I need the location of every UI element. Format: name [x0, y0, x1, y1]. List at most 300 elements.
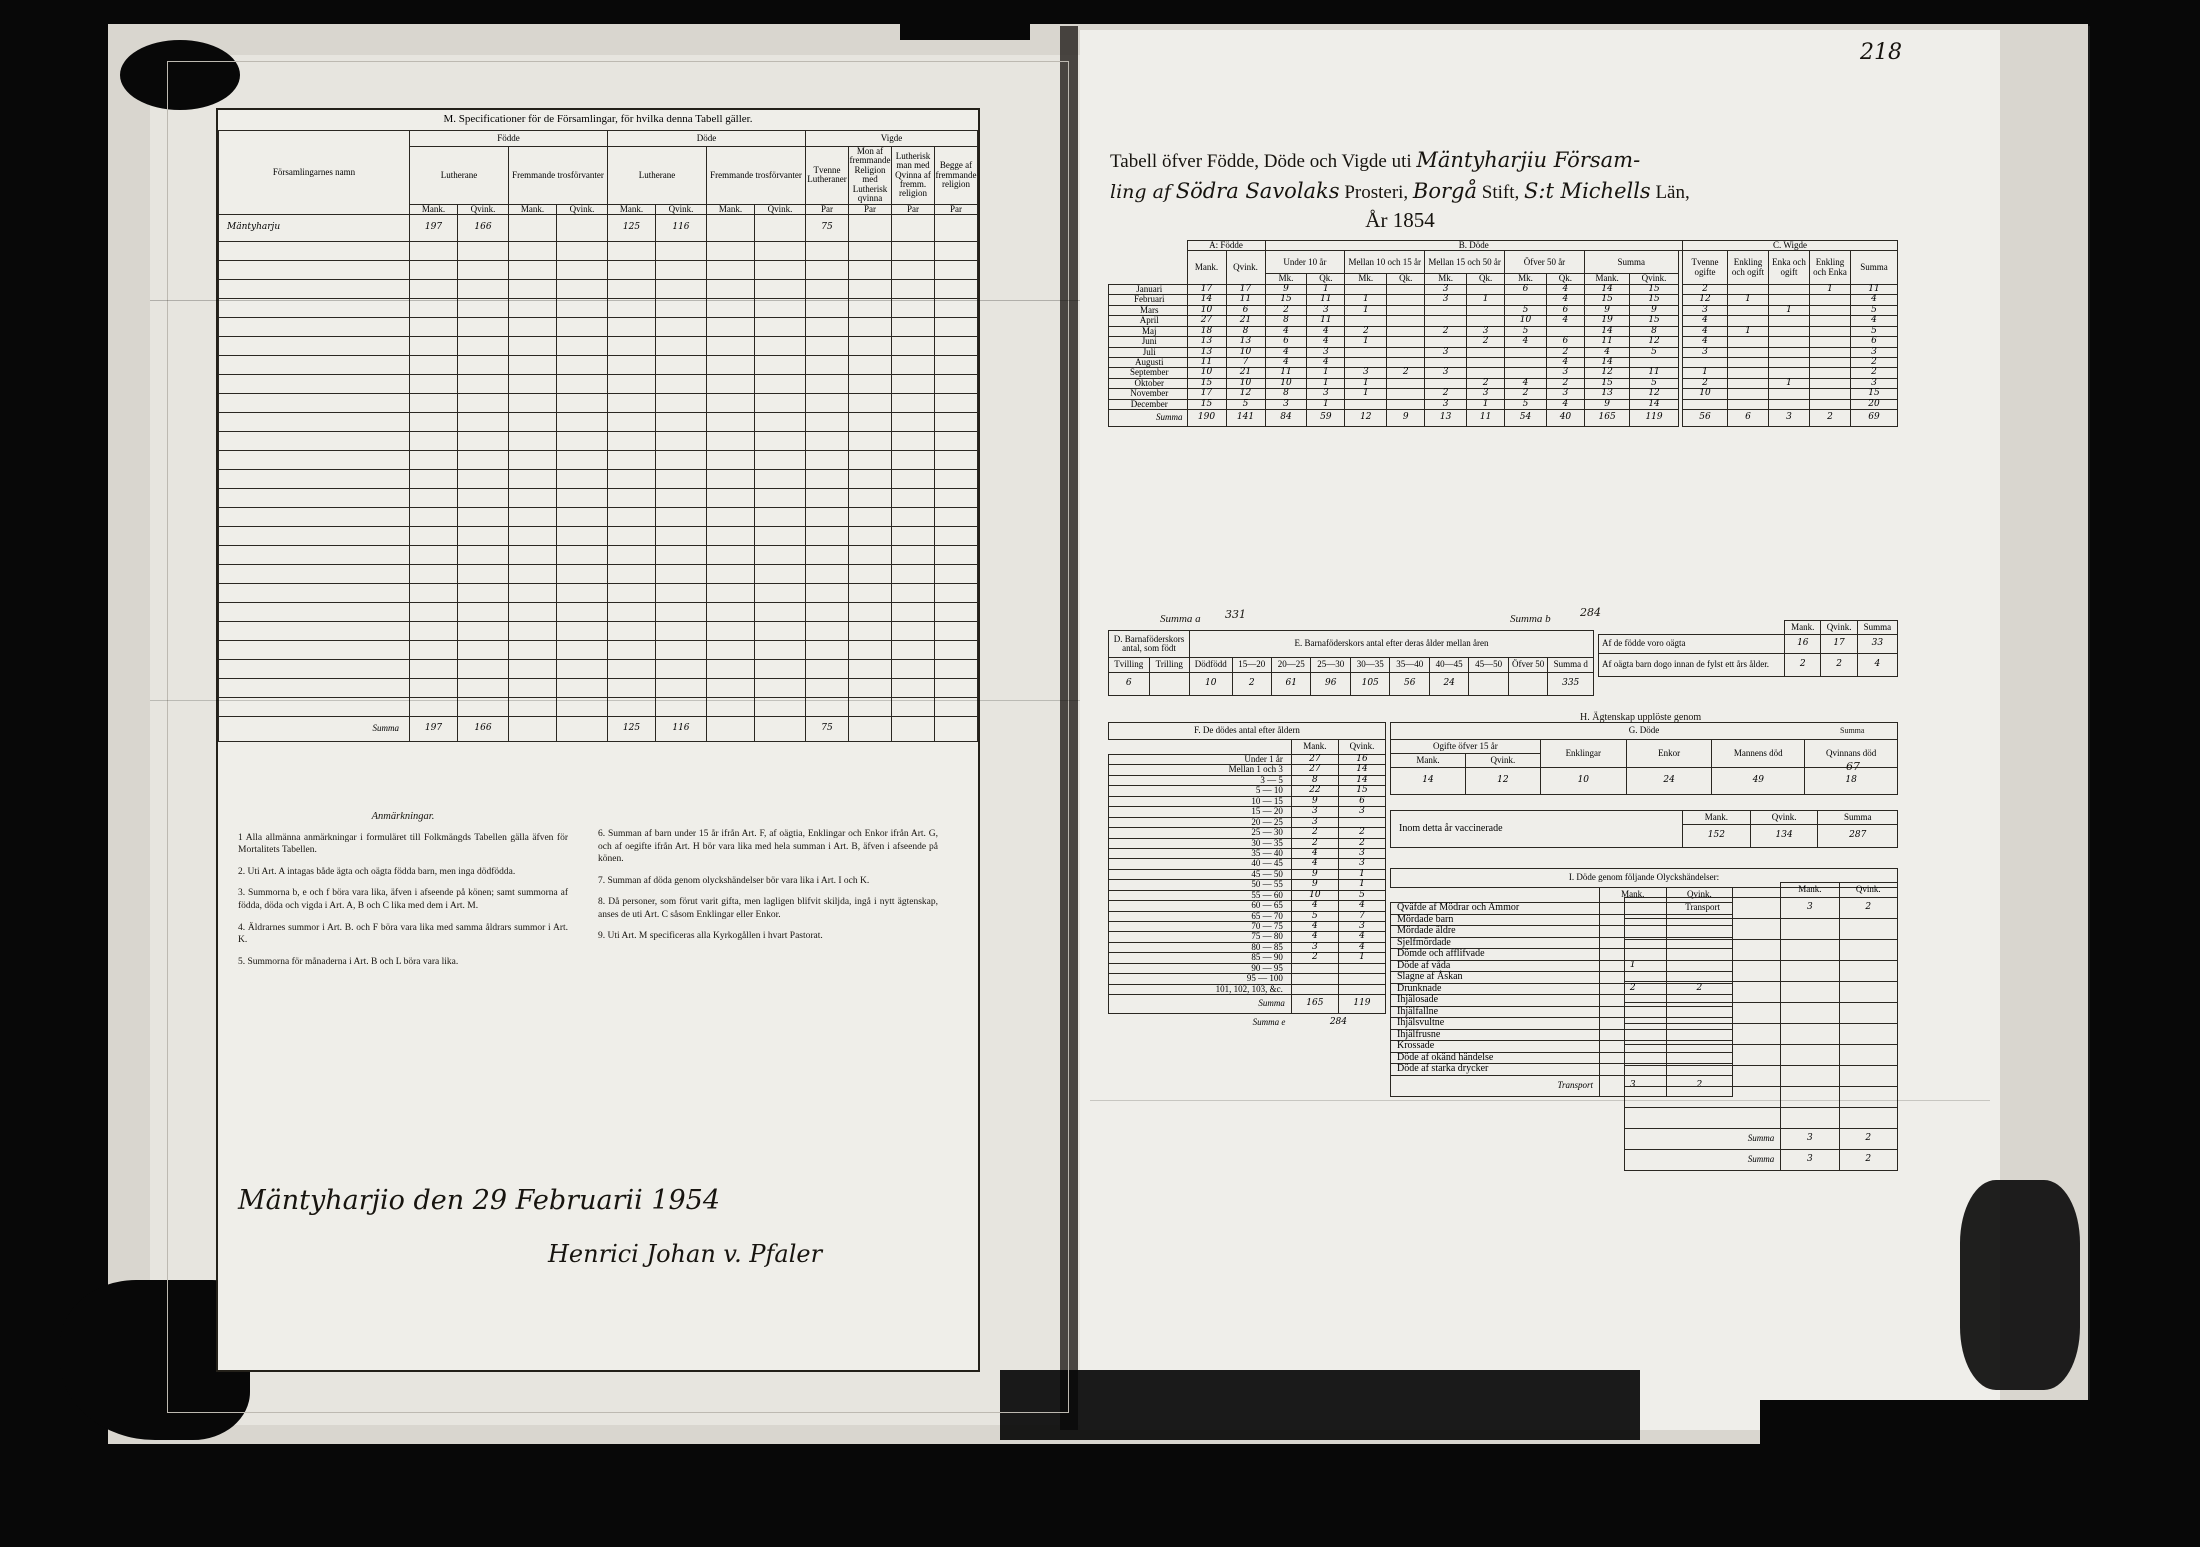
note-7: 7. Summan af döda genom olyckshändelser bör vara lika i Art. I och K. [598, 875, 870, 886]
age-qvink: 1 [1338, 953, 1385, 963]
month-cell [1769, 389, 1810, 399]
month-cell: 4 [1307, 326, 1345, 336]
E-val-7 [1469, 673, 1508, 696]
age-qvink: 6 [1338, 796, 1385, 806]
section-G-header: G. Döde [1391, 723, 1898, 740]
month-cell [1769, 295, 1810, 305]
E-val-2: 61 [1272, 673, 1311, 696]
age-qvink: 4 [1338, 901, 1385, 911]
right-title-year: År 1854 [1365, 208, 1435, 232]
parish-val-6 [706, 215, 754, 242]
month-cell: 17 [1226, 284, 1265, 294]
signature-name: Henrici Johan v. Pfaler [548, 1240, 823, 1268]
B-col-3: Qk. [1387, 274, 1425, 284]
month-cell: 4 [1546, 284, 1584, 294]
accident-label: Ihjälfallne [1391, 1006, 1600, 1018]
month-cell [1467, 347, 1505, 357]
section-F-table [1108, 722, 1386, 1032]
month-cell: 1 [1769, 305, 1810, 315]
summa-cell: 11 [1467, 410, 1505, 427]
month-cell: 14 [1584, 326, 1630, 336]
month-label: Januari [1109, 284, 1188, 294]
section-F-header: F. De dödes antal efter åldern [1109, 723, 1386, 740]
month-cell: 3 [1425, 295, 1467, 305]
notes-right-column [598, 828, 938, 952]
vaccin-val-qvink: 134 [1750, 825, 1818, 848]
month-cell: 15 [1630, 295, 1678, 305]
month-cell [1683, 399, 1728, 409]
month-cell [1387, 347, 1425, 357]
B-col-0: Mk. [1265, 274, 1307, 284]
month-cell [1769, 284, 1810, 294]
month-cell: 6 [1226, 305, 1265, 315]
G-val-1: 12 [1465, 768, 1540, 795]
month-cell [1810, 389, 1851, 399]
E-val-4: 105 [1350, 673, 1389, 696]
month-cell: 2 [1345, 326, 1387, 336]
age-row [1109, 890, 1386, 900]
C-group-enkling-ogift: Enkling och ogift [1728, 251, 1769, 284]
oagta-row2-qvink: 2 [1821, 654, 1857, 677]
month-cell [1387, 284, 1425, 294]
I-right-summa-qvink: 2 [1839, 1128, 1897, 1149]
left-summa-1: 166 [458, 717, 509, 742]
B-col-7: Qk. [1546, 274, 1584, 284]
oagta-row1-summa: 33 [1857, 635, 1897, 654]
left-table-title: M. Specificationer för de Församlingar, för hvilka denna Tabell gäller. [443, 113, 753, 125]
E-val-6: 24 [1429, 673, 1468, 696]
month-label: Juni [1109, 337, 1188, 347]
month-cell: 1 [1345, 295, 1387, 305]
scan-streak-2 [150, 700, 1080, 701]
accident-label: Döde af våda [1391, 960, 1600, 972]
age-mank: 4 [1291, 922, 1338, 932]
age-qvink: 14 [1338, 765, 1385, 775]
B-col-4: Mk. [1425, 274, 1467, 284]
hdr-qvink-1: Qvink. [458, 204, 509, 214]
oagta-row2-mank: 2 [1785, 654, 1821, 677]
month-cell [1810, 305, 1851, 315]
note-6: 6. Summan af barn under 15 år ifrån Art. F, af oägtia, Enklingar och Enkor ifrån Art. G, och af oegifte ifrån Art. H bör vara lika med hela summan i Art. B, äfven i afseende på könen. [598, 829, 938, 865]
B-group-15-50: Mellan 15 och 50 år [1425, 251, 1505, 274]
vaccin-col-mank: Mank. [1683, 811, 1751, 825]
month-cell [1728, 284, 1769, 294]
month-label: Juli [1109, 347, 1188, 357]
I-right-summa2-mank: 3 [1781, 1149, 1839, 1170]
month-label: Maj [1109, 326, 1188, 336]
month-label: December [1109, 399, 1188, 409]
col-group-vigde: Vigde [806, 131, 978, 147]
month-cell: 3 [1683, 305, 1728, 315]
section-A-header: A: Födde [1187, 241, 1265, 251]
age-qvink: 16 [1338, 755, 1385, 765]
month-cell [1630, 357, 1678, 367]
month-cell [1546, 326, 1584, 336]
age-mank: 3 [1291, 807, 1338, 817]
month-cell: 4 [1505, 337, 1547, 347]
summa-a-value: 331 [1225, 608, 1246, 621]
month-cell: 2 [1851, 357, 1898, 367]
age-row [1109, 953, 1386, 963]
left-summa-10 [892, 717, 935, 742]
month-cell [1467, 357, 1505, 367]
month-cell: 4 [1683, 337, 1728, 347]
age-qvink: 2 [1338, 838, 1385, 848]
I-transport-table [1624, 882, 1898, 1171]
G-val-0: 14 [1391, 768, 1466, 795]
G-val-2: 10 [1540, 768, 1626, 795]
month-cell: 2 [1425, 389, 1467, 399]
month-cell: 11 [1226, 295, 1265, 305]
month-cell [1505, 357, 1547, 367]
month-cell [1387, 337, 1425, 347]
summa-cell: 9 [1387, 410, 1425, 427]
month-cell: 11 [1187, 357, 1226, 367]
month-cell [1345, 347, 1387, 357]
month-cell: 27 [1187, 316, 1226, 326]
age-mank [1291, 963, 1338, 973]
month-cell [1387, 389, 1425, 399]
month-cell [1387, 305, 1425, 315]
left-summa-9 [849, 717, 892, 742]
oagta-row1-label: Af de födde voro oägta [1599, 635, 1785, 654]
age-mank: 2 [1291, 828, 1338, 838]
notes-heading: Anmärkningar. [371, 811, 435, 822]
age-mank: 9 [1291, 796, 1338, 806]
E-val-1: 2 [1232, 673, 1271, 696]
month-label: Mars [1109, 305, 1188, 315]
month-cell: 3 [1683, 347, 1728, 357]
month-cell: 5 [1505, 326, 1547, 336]
E-col-20-25: 20—25 [1272, 658, 1311, 673]
F-summa-qvink: 119 [1338, 995, 1385, 1014]
month-cell [1810, 357, 1851, 367]
month-cell [1387, 399, 1425, 409]
age-row [1109, 765, 1386, 775]
summa-row [1109, 410, 1898, 427]
B-col-5: Qk. [1467, 274, 1505, 284]
E-col-40-45: 40—45 [1429, 658, 1468, 673]
age-mank: 3 [1291, 942, 1338, 952]
month-cell: 10 [1226, 347, 1265, 357]
month-cell [1467, 284, 1505, 294]
left-summa-8: 75 [806, 717, 849, 742]
ink-blotch-bottom-right2 [1760, 1400, 2090, 1445]
month-cell: 4 [1265, 326, 1307, 336]
month-cell: 13 [1584, 389, 1630, 399]
D-col-trilling: Trilling [1149, 658, 1190, 673]
E-val-9: 335 [1548, 673, 1594, 696]
month-cell: 11 [1851, 284, 1898, 294]
age-row [1109, 984, 1386, 994]
month-cell [1387, 326, 1425, 336]
oagta-row2-label: Af oägta barn dogo innan de fylst ett års ålder. [1599, 654, 1785, 677]
F-summa-e-label: Summa e [1252, 1017, 1286, 1028]
month-cell [1505, 295, 1547, 305]
month-row [1109, 305, 1898, 315]
month-cell: 14 [1187, 295, 1226, 305]
month-cell [1728, 305, 1769, 315]
left-table [218, 130, 978, 742]
age-row [1109, 869, 1386, 879]
month-label: Augusti [1109, 357, 1188, 367]
month-cell [1810, 399, 1851, 409]
G-sub-qvink: Qvink. [1465, 754, 1540, 768]
month-cell: 4 [1546, 399, 1584, 409]
month-cell: 1 [1307, 368, 1345, 378]
age-mank: 27 [1291, 755, 1338, 765]
left-summa-label: Summa [219, 717, 410, 742]
left-summa-11 [935, 717, 978, 742]
B-group-under10: Under 10 år [1265, 251, 1345, 274]
month-cell [1345, 399, 1387, 409]
month-cell [1769, 337, 1810, 347]
parish-val-1: 166 [458, 215, 509, 242]
age-mank: 2 [1291, 953, 1338, 963]
summa-cell: 3 [1769, 410, 1810, 427]
month-cell: 13 [1187, 337, 1226, 347]
accident-label: Ihjälosade [1391, 995, 1600, 1007]
D-col-tvilling: Tvilling [1109, 658, 1150, 673]
age-row [1109, 807, 1386, 817]
right-title-static1: Tabell öfver Födde, Döde och Vigde uti [1110, 151, 1412, 172]
month-cell: 2 [1546, 378, 1584, 388]
month-cell [1810, 378, 1851, 388]
month-cell: 3 [1265, 399, 1307, 409]
note-9: 9. Uti Art. M specificeras alla Kyrkogållen i hvart Pastorat. [598, 931, 823, 942]
month-cell: 8 [1265, 389, 1307, 399]
F-col-mank: Mank. [1291, 740, 1338, 755]
month-cell [1505, 368, 1547, 378]
age-range-label: 80 — 85 [1109, 942, 1292, 952]
age-range-label: 85 — 90 [1109, 953, 1292, 963]
section-DE-table [1108, 630, 1594, 696]
right-title-static4: Stift, [1481, 182, 1520, 203]
month-row [1109, 368, 1898, 378]
parish-val-3 [556, 215, 607, 242]
right-title-parish: Mäntyharjiu Försam- [1416, 148, 1641, 172]
summa-cell: 12 [1345, 410, 1387, 427]
month-cell: 2 [1546, 347, 1584, 357]
age-qvink: 15 [1338, 786, 1385, 796]
month-cell: 1 [1307, 284, 1345, 294]
age-range-label: 15 — 20 [1109, 807, 1292, 817]
summa-a-label: Summa a [1160, 613, 1201, 625]
month-cell [1345, 284, 1387, 294]
B-col-9: Qvink. [1630, 274, 1678, 284]
month-cell [1728, 337, 1769, 347]
age-range-label: 40 — 45 [1109, 859, 1292, 869]
month-cell: 15 [1630, 284, 1678, 294]
G-col-ogifte: Ogifte öfver 15 år [1391, 740, 1541, 754]
month-cell: 12 [1630, 337, 1678, 347]
vaccin-col-qvink: Qvink. [1750, 811, 1818, 825]
month-cell: 6 [1546, 337, 1584, 347]
hdr-mank-1: Mank. [410, 204, 458, 214]
H-col-mannens-dod: Mannens död [1712, 740, 1805, 768]
month-cell: 10 [1505, 316, 1547, 326]
age-mank: 2 [1291, 838, 1338, 848]
month-cell: 4 [1683, 316, 1728, 326]
section-C-header: C. Wigde [1683, 241, 1898, 251]
month-cell [1425, 378, 1467, 388]
summa-b-label: Summa b [1510, 613, 1551, 625]
month-cell [1810, 368, 1851, 378]
age-qvink: 14 [1338, 775, 1385, 785]
I-right-col-mank: Mank. [1781, 883, 1839, 898]
month-cell [1769, 316, 1810, 326]
month-cell: 1 [1307, 399, 1345, 409]
I-transport-mank: 3 [1600, 1075, 1667, 1096]
age-row [1109, 755, 1386, 765]
month-row [1109, 357, 1898, 367]
age-mank: 10 [1291, 890, 1338, 900]
month-cell: 1 [1810, 284, 1851, 294]
month-cell: 2 [1851, 368, 1898, 378]
age-range-label: 45 — 50 [1109, 869, 1292, 879]
F-col-qvink: Qvink. [1338, 740, 1385, 755]
parish-val-2 [508, 215, 556, 242]
G-col-enklingar: Enklingar [1540, 740, 1626, 768]
hdr-mank-2: Mank. [508, 204, 556, 214]
left-leaf [168, 62, 1068, 1412]
month-cell: 21 [1226, 316, 1265, 326]
age-range-label: Mellan 1 och 3 [1109, 765, 1292, 775]
right-title-static5: Län, [1655, 182, 1690, 203]
month-cell: 3 [1425, 347, 1467, 357]
scan-streak-1 [150, 300, 1080, 301]
month-cell: 3 [1307, 305, 1345, 315]
section-G-table [1390, 722, 1898, 795]
age-qvink: 3 [1338, 859, 1385, 869]
month-cell: 11 [1307, 316, 1345, 326]
month-cell: 12 [1584, 368, 1630, 378]
oagta-col-summa: Summa [1857, 621, 1897, 635]
age-range-label: 3 — 5 [1109, 775, 1292, 785]
age-qvink: 3 [1338, 848, 1385, 858]
month-cell: 1 [1467, 399, 1505, 409]
ink-blotch-bottom-right [1960, 1180, 2080, 1390]
G-val-3: 24 [1626, 768, 1712, 795]
month-cell: 5 [1505, 305, 1547, 315]
I-right-transport-mank: 3 [1781, 897, 1839, 918]
sub-fremmande-f: Fremmande trosförvanter [508, 147, 607, 205]
month-cell: 1 [1345, 389, 1387, 399]
age-row [1109, 922, 1386, 932]
month-cell: 3 [1546, 368, 1584, 378]
summa-cell: 2 [1810, 410, 1851, 427]
month-cell [1728, 316, 1769, 326]
summa-cell: 84 [1265, 410, 1307, 427]
scan-edge-bottom [0, 1430, 2200, 1547]
C-group-enkling-enka: Enkling och Enka [1810, 251, 1851, 284]
B-col-1: Qk. [1307, 274, 1345, 284]
month-cell: 4 [1546, 357, 1584, 367]
month-cell: 1 [1467, 295, 1505, 305]
month-row [1109, 399, 1898, 409]
age-row [1109, 859, 1386, 869]
month-row [1109, 284, 1898, 294]
accident-label: Sjelfmördade [1391, 937, 1600, 949]
note-2: 2. Uti Art. A intagas både ägta och oägta födda barn, men inga dödfödda. [238, 866, 516, 877]
month-cell [1425, 337, 1467, 347]
month-cell: 4 [1851, 316, 1898, 326]
age-mank: 27 [1291, 765, 1338, 775]
E-val-3: 96 [1311, 673, 1350, 696]
month-cell: 14 [1584, 357, 1630, 367]
accident-qvink: 2 [1666, 983, 1733, 995]
age-range-label: 55 — 60 [1109, 890, 1292, 900]
age-range-label: 90 — 95 [1109, 963, 1292, 973]
month-cell: 20 [1851, 399, 1898, 409]
age-mank: 9 [1291, 869, 1338, 879]
month-cell: 10 [1683, 389, 1728, 399]
C-group-summa: Summa [1851, 251, 1898, 284]
E-col-25-30: 25—30 [1311, 658, 1350, 673]
age-qvink [1338, 984, 1385, 994]
parish-val-10 [892, 215, 935, 242]
age-range-label: 10 — 15 [1109, 796, 1292, 806]
age-mank: 4 [1291, 901, 1338, 911]
accident-label: Mördade barn [1391, 914, 1600, 926]
month-cell: 13 [1187, 347, 1226, 357]
age-mank [1291, 984, 1338, 994]
month-cell [1728, 368, 1769, 378]
month-cell: 1 [1345, 305, 1387, 315]
I-right-summa-label: Summa [1625, 1128, 1781, 1149]
sub-lutherane-f: Lutherane [410, 147, 509, 205]
month-cell [1345, 316, 1387, 326]
month-cell: 3 [1467, 326, 1505, 336]
vaccin-val-mank: 152 [1683, 825, 1751, 848]
accident-mank: 1 [1600, 960, 1667, 972]
summa-b-value: 284 [1580, 606, 1601, 619]
scan-edge-top [0, 0, 2200, 26]
month-cell [1769, 357, 1810, 367]
month-cell: 10 [1187, 368, 1226, 378]
month-label: April [1109, 316, 1188, 326]
month-cell: 1 [1345, 337, 1387, 347]
age-row [1109, 901, 1386, 911]
scan-edge-right [2090, 0, 2200, 1547]
vaccinated-table [1390, 810, 1898, 848]
age-qvink: 4 [1338, 932, 1385, 942]
E-col-over50: Öfver 50 [1508, 658, 1547, 673]
age-row [1109, 775, 1386, 785]
summa-cell: 190 [1187, 410, 1226, 427]
month-cell: 8 [1226, 326, 1265, 336]
month-cell [1810, 295, 1851, 305]
hdr-par-4: Par [935, 204, 978, 214]
summa-cell: 13 [1425, 410, 1467, 427]
E-col-summa-d: Summa d [1548, 658, 1594, 673]
E-col-15-20: 15—20 [1232, 658, 1271, 673]
I-right-summa2-label: Summa [1625, 1149, 1781, 1170]
month-cell: 9 [1630, 305, 1678, 315]
section-B-header: B. Döde [1265, 241, 1683, 251]
parish-val-9 [849, 215, 892, 242]
summa-cell: 6 [1728, 410, 1769, 427]
age-qvink: 1 [1338, 880, 1385, 890]
age-range-label: 25 — 30 [1109, 828, 1292, 838]
month-cell: 19 [1584, 316, 1630, 326]
E-val-0: 10 [1190, 673, 1233, 696]
month-cell: 4 [1505, 378, 1547, 388]
left-summa-6 [706, 717, 754, 742]
age-range-label: 75 — 80 [1109, 932, 1292, 942]
right-title-lan: S:t Michells [1523, 179, 1651, 203]
sub-man-fremmande: Mon af fremmande Religion med Lutherisk qvinna [849, 146, 891, 204]
